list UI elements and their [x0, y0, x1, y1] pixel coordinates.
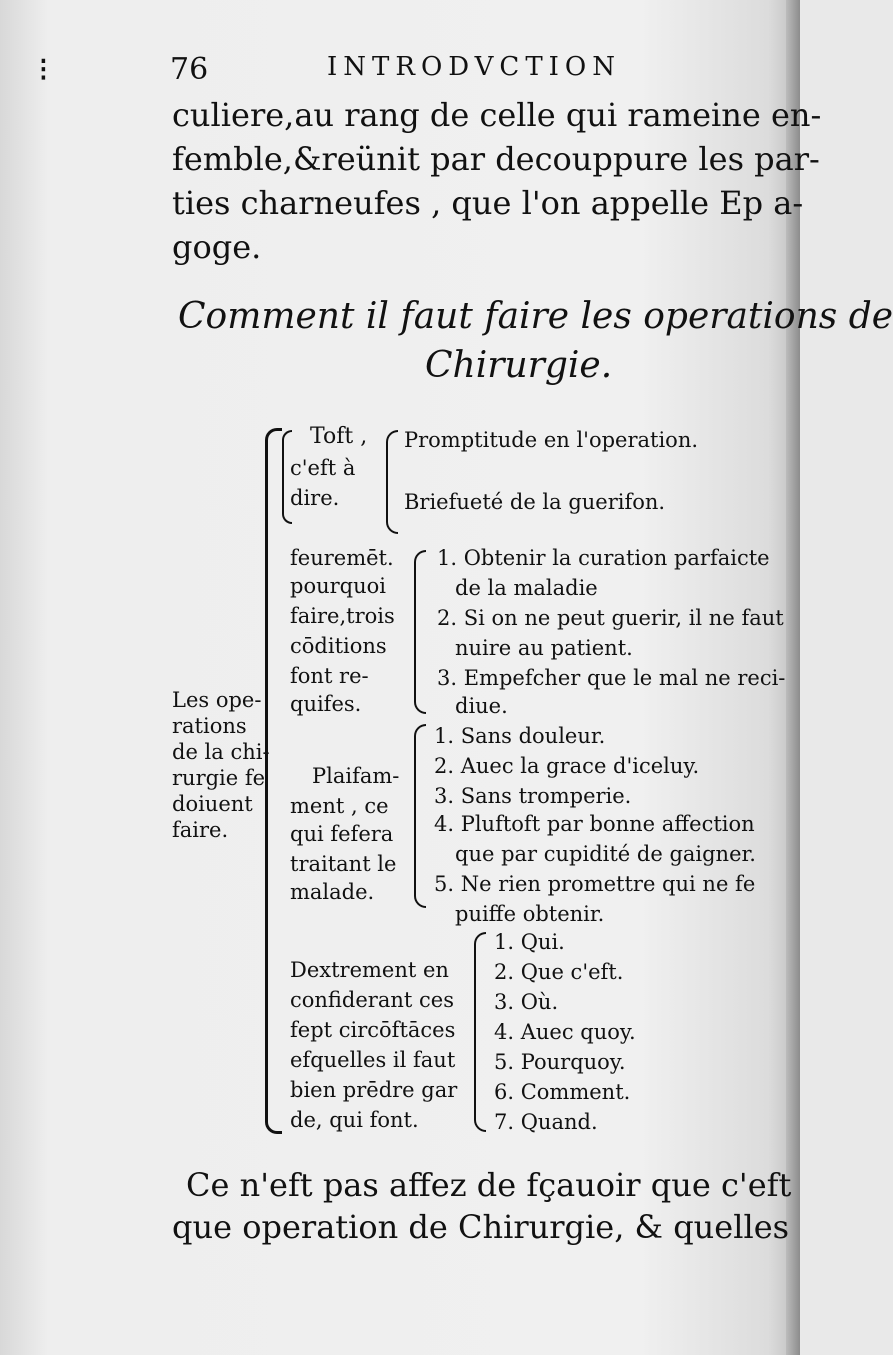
seurement-label: cōditions	[290, 634, 387, 658]
plaisamment-item: 3. Sans tromperie.	[434, 784, 632, 808]
seurement-label: feuremēt.	[290, 546, 394, 570]
plaisamment-label: traitant le	[290, 852, 397, 876]
dextrement-item: 5. Pourquoy.	[494, 1050, 626, 1074]
root-label-line: faire.	[172, 818, 229, 842]
seurement-brace	[414, 550, 426, 714]
running-title: INTRODVCTION	[327, 52, 621, 82]
intro-line: femble,&reünit par decouppure les par-	[172, 140, 820, 178]
margin-mark: ⁝	[38, 50, 49, 90]
root-label-line: de la chi-	[172, 740, 270, 764]
seurement-label: faire,trois	[290, 604, 395, 628]
seurement-item: nuire au patient.	[455, 636, 633, 660]
seurement-item: de la maladie	[455, 576, 598, 600]
closing-line: Ce n'eft pas affez de fçauoir que c'eft	[186, 1166, 792, 1204]
root-label-line: Les ope-	[172, 688, 262, 712]
root-label-line: doiuent	[172, 792, 253, 816]
section-heading-2: Chirurgie.	[425, 345, 613, 386]
dextrement-item: 7. Quand.	[494, 1110, 598, 1134]
plaisamment-item: 4. Pluftoft par bonne affection	[434, 812, 755, 836]
main-brace	[265, 428, 282, 1134]
seurement-label: quifes.	[290, 692, 362, 716]
root-label-line: rations	[172, 714, 247, 738]
tost-label: Toft ,	[310, 424, 368, 449]
tost-item: Briefueté de la guerifon.	[404, 490, 666, 514]
dextrement-brace	[474, 932, 486, 1132]
dextrement-label: bien prēdre gar	[290, 1078, 458, 1102]
dextrement-label: efquelles il faut	[290, 1048, 456, 1072]
seurement-item: 1. Obtenir la curation parfaicte	[437, 546, 770, 570]
dextrement-label: Dextrement en	[290, 958, 449, 982]
seurement-item: diue.	[455, 694, 508, 718]
plaisamment-item: 5. Ne rien promettre qui ne fe	[434, 872, 756, 896]
seurement-item: 2. Si on ne peut guerir, il ne faut	[437, 606, 784, 630]
page-number: 76	[170, 52, 209, 87]
dextrement-item: 6. Comment.	[494, 1080, 631, 1104]
section-heading: Comment il faut faire les operations de	[178, 296, 893, 337]
dextrement-item: 2. Que c'eft.	[494, 960, 624, 984]
seurement-item: 3. Empefcher que le mal ne reci-	[437, 666, 786, 690]
seurement-label: pourquoi	[290, 574, 386, 598]
intro-line: culiere,au rang de celle qui rameine en-	[172, 96, 822, 134]
dextrement-item: 1. Qui.	[494, 930, 565, 954]
plaisamment-brace	[414, 724, 426, 908]
plaisamment-label: Plaifam-	[312, 764, 400, 788]
dextrement-item: 4. Auec quoy.	[494, 1020, 636, 1044]
seurement-label: font re-	[290, 664, 369, 688]
dextrement-label: de, qui font.	[290, 1108, 419, 1132]
plaisamment-item: puiffe obtenir.	[455, 902, 605, 926]
closing-line: que operation de Chirurgie, & quelles	[172, 1208, 790, 1246]
tost-label: c'eft à	[290, 456, 356, 480]
plaisamment-label: qui fefera	[290, 822, 394, 846]
tost-item: Promptitude en l'operation.	[404, 428, 699, 452]
intro-line: goge.	[172, 228, 262, 266]
intro-line: ties charneufes , que l'on appelle Ep a-	[172, 184, 804, 222]
dextrement-label: fept circōftāces	[290, 1018, 456, 1042]
dextrement-item: 3. Où.	[494, 990, 559, 1014]
tost-items-brace	[386, 430, 398, 534]
plaisamment-item: 1. Sans douleur.	[434, 724, 606, 748]
plaisamment-label: malade.	[290, 880, 375, 904]
dextrement-label: confiderant ces	[290, 988, 454, 1012]
tost-label: dire.	[290, 486, 340, 510]
plaisamment-item: que par cupidité de gaigner.	[455, 842, 756, 866]
plaisamment-label: ment , ce	[290, 794, 389, 818]
plaisamment-item: 2. Auec la grace d'iceluy.	[434, 754, 700, 778]
root-label-line: rurgie fe	[172, 766, 266, 790]
